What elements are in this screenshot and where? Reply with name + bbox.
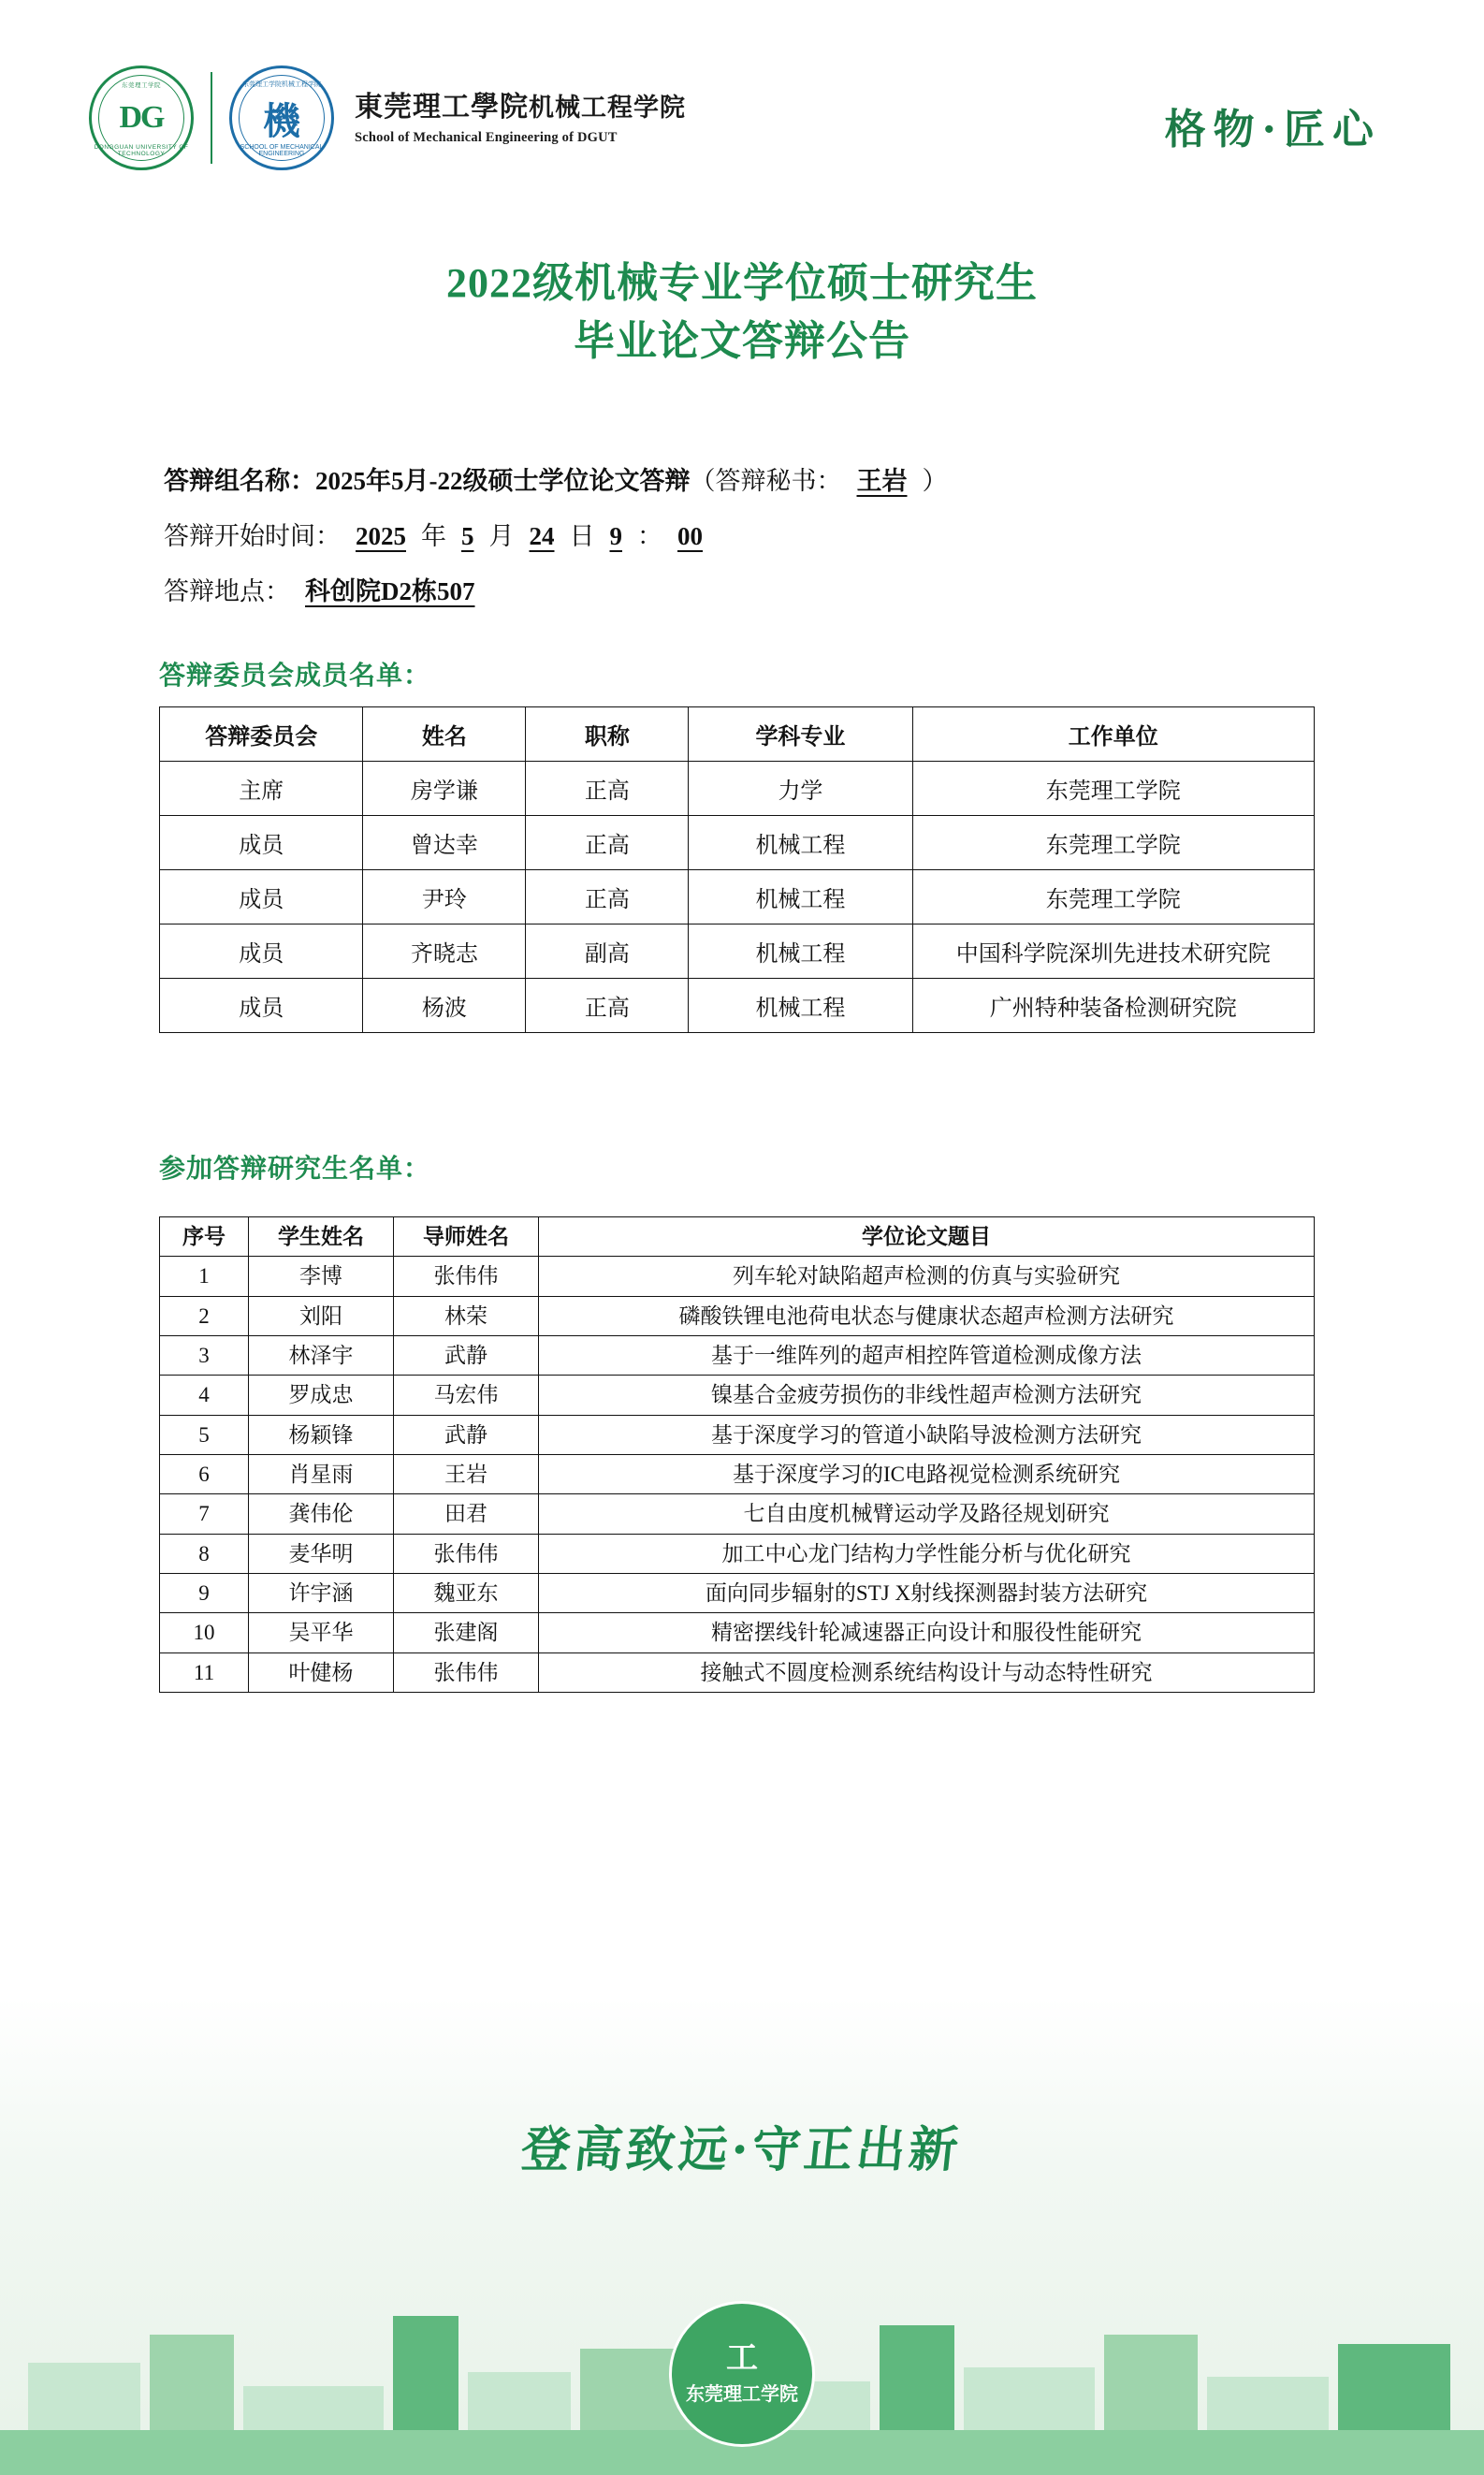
year-unit: 年 xyxy=(421,521,446,550)
students-cell-thesis-title: 基于一维阵列的超声相控阵管道检测成像方法 xyxy=(539,1336,1315,1376)
table-row xyxy=(160,870,1315,924)
month-unit: 月 xyxy=(488,521,515,550)
students-cell-index: 4 xyxy=(160,1376,249,1415)
defense-day-value: 24 xyxy=(529,521,555,550)
students-cell-thesis-title: 面向同步辐射的STJ X射线探测器封装方法研究 xyxy=(539,1574,1315,1613)
committee-cell-title: 副高 xyxy=(526,924,689,979)
committee-table xyxy=(159,706,1315,1033)
table-row xyxy=(160,1257,1315,1296)
table-row xyxy=(160,979,1315,1033)
committee-cell-organization: 东莞理工学院 xyxy=(912,870,1314,924)
defense-group-label: 答辩组名称： xyxy=(164,467,315,495)
students-cell-index: 9 xyxy=(160,1574,249,1613)
logo-arc-bottom-label: DONGGUAN UNIVERSITY OF TECHNOLOGY xyxy=(94,144,189,157)
defense-time-label: 答辩开始时间： xyxy=(164,521,341,550)
students-cell-supervisor-name: 田君 xyxy=(394,1494,539,1534)
students-cell-supervisor-name: 张伟伟 xyxy=(394,1257,539,1296)
page-title xyxy=(0,255,1484,371)
table-row xyxy=(160,1574,1315,1613)
students-cell-student-name: 龚伟伦 xyxy=(249,1494,394,1534)
header-motto: 格物·匠心 xyxy=(1164,106,1381,153)
seal-monogram: 工 xyxy=(726,2340,758,2376)
committee-cell-role: 成员 xyxy=(160,979,363,1033)
students-cell-index: 2 xyxy=(160,1296,249,1335)
students-cell-student-name: 麦华明 xyxy=(249,1534,394,1573)
seal-label: 东莞理工学院 xyxy=(686,2383,798,2405)
students-cell-supervisor-name: 王岩 xyxy=(394,1455,539,1494)
defense-minute-value: 00 xyxy=(677,521,703,550)
school-name-block xyxy=(355,90,686,146)
logo2-arc-top-label: 东莞理工学院机械工程学院 xyxy=(242,81,321,88)
students-cell-thesis-title: 七自由度机械臂运动学及路径规划研究 xyxy=(539,1494,1315,1534)
students-cell-supervisor-name: 张建阁 xyxy=(394,1613,539,1652)
committee-cell-role: 成员 xyxy=(160,816,363,870)
footer-slogan: 登高致远·守正出新 xyxy=(518,2121,965,2178)
defense-place-value: 科创院D2栋507 xyxy=(305,576,475,605)
logo2-monogram: 機 xyxy=(263,99,300,142)
footer-artwork xyxy=(0,1998,1484,2475)
committee-cell-discipline: 机械工程 xyxy=(689,870,912,924)
table-row xyxy=(160,1652,1315,1692)
time-separator: ： xyxy=(637,521,662,550)
committee-cell-title: 正高 xyxy=(526,762,689,816)
students-col-thesis-title: 学位论文题目 xyxy=(539,1217,1315,1257)
students-cell-supervisor-name: 马宏伟 xyxy=(394,1376,539,1415)
students-cell-thesis-title: 接触式不圆度检测系统结构设计与动态特性研究 xyxy=(539,1652,1315,1692)
students-table xyxy=(159,1216,1315,1693)
committee-cell-name: 房学谦 xyxy=(363,762,526,816)
students-cell-thesis-title: 基于深度学习的IC电路视觉检测系统研究 xyxy=(539,1455,1315,1494)
students-cell-index: 11 xyxy=(160,1652,249,1692)
students-cell-supervisor-name: 武静 xyxy=(394,1336,539,1376)
defense-time-row xyxy=(164,509,1333,564)
committee-cell-organization: 中国科学院深圳先进技术研究院 xyxy=(912,924,1314,979)
dgut-university-logo-icon xyxy=(89,66,194,170)
defense-place-row xyxy=(164,564,1333,619)
students-cell-thesis-title: 加工中心龙门结构力学性能分析与优化研究 xyxy=(539,1534,1315,1573)
table-row xyxy=(160,1415,1315,1454)
table-row xyxy=(160,924,1315,979)
logo-monogram: DG xyxy=(119,100,164,135)
committee-cell-discipline: 机械工程 xyxy=(689,816,912,870)
secretary-close-paren: ） xyxy=(922,467,948,495)
page-title-line1: 2022级机械专业学位硕士研究生 xyxy=(446,260,1038,306)
secretary-value: 王岩 xyxy=(856,467,908,495)
students-col-index: 序号 xyxy=(160,1217,249,1257)
school-name-en: School of Mechanical Engineering of DGUT xyxy=(355,129,618,145)
committee-cell-name: 杨波 xyxy=(363,979,526,1033)
students-cell-index: 7 xyxy=(160,1494,249,1534)
table-row xyxy=(160,1336,1315,1376)
table-row xyxy=(160,1494,1315,1534)
logo-divider xyxy=(211,72,212,164)
committee-col-discipline: 学科专业 xyxy=(689,707,912,762)
table-row xyxy=(160,762,1315,816)
committee-cell-organization: 广州特种装备检测研究院 xyxy=(912,979,1314,1033)
students-cell-thesis-title: 镍基合金疲劳损伤的非线性超声检测方法研究 xyxy=(539,1376,1315,1415)
students-cell-thesis-title: 精密摆线针轮减速器正向设计和服役性能研究 xyxy=(539,1613,1315,1652)
committee-cell-role: 成员 xyxy=(160,924,363,979)
students-cell-student-name: 叶健杨 xyxy=(249,1652,394,1692)
day-unit: 日 xyxy=(569,521,595,550)
table-row xyxy=(160,1534,1315,1573)
table-row xyxy=(160,1296,1315,1335)
students-cell-student-name: 刘阳 xyxy=(249,1296,394,1335)
committee-col-title: 职称 xyxy=(526,707,689,762)
committee-cell-name: 曾达幸 xyxy=(363,816,526,870)
committee-cell-title: 正高 xyxy=(526,870,689,924)
committee-cell-organization: 东莞理工学院 xyxy=(912,816,1314,870)
students-col-student-name: 学生姓名 xyxy=(249,1217,394,1257)
school-name-cn-line xyxy=(355,90,686,125)
students-section-heading: 参加答辩研究生名单： xyxy=(159,1155,431,1184)
university-seal-icon xyxy=(669,2301,815,2447)
committee-cell-role: 主席 xyxy=(160,762,363,816)
students-cell-thesis-title: 基于深度学习的管道小缺陷导波检测方法研究 xyxy=(539,1415,1315,1454)
students-cell-student-name: 罗成忠 xyxy=(249,1376,394,1415)
students-cell-index: 1 xyxy=(160,1257,249,1296)
students-cell-supervisor-name: 张伟伟 xyxy=(394,1652,539,1692)
defense-month-value: 5 xyxy=(461,521,474,550)
students-cell-thesis-title: 磷酸铁锂电池荷电状态与健康状态超声检测方法研究 xyxy=(539,1296,1315,1335)
meta-block xyxy=(164,454,1333,619)
students-col-supervisor-name: 导师姓名 xyxy=(394,1217,539,1257)
students-cell-thesis-title: 列车轮对缺陷超声检测的仿真与实验研究 xyxy=(539,1257,1315,1296)
students-cell-student-name: 林泽宇 xyxy=(249,1336,394,1376)
students-cell-student-name: 肖星雨 xyxy=(249,1455,394,1494)
table-row xyxy=(160,816,1315,870)
secretary-label: （答辩秘书： xyxy=(690,467,842,495)
logo-arc-top-label: 东莞理工学院 xyxy=(122,82,161,89)
students-cell-index: 10 xyxy=(160,1613,249,1652)
students-cell-index: 8 xyxy=(160,1534,249,1573)
committee-cell-title: 正高 xyxy=(526,979,689,1033)
page-title-line2: 毕业论文答辩公告 xyxy=(574,318,910,365)
committee-cell-organization: 东莞理工学院 xyxy=(912,762,1314,816)
defense-place-label: 答辩地点： xyxy=(164,576,290,605)
committee-cell-name: 齐晓志 xyxy=(363,924,526,979)
committee-cell-discipline: 机械工程 xyxy=(689,979,912,1033)
table-row xyxy=(160,1613,1315,1652)
committee-section-heading: 答辩委员会成员名单： xyxy=(159,662,431,691)
mechanical-school-logo-icon xyxy=(229,66,334,170)
committee-cell-role: 成员 xyxy=(160,870,363,924)
students-cell-student-name: 吴平华 xyxy=(249,1613,394,1652)
defense-hour-value: 9 xyxy=(609,521,622,550)
defense-group-row xyxy=(164,454,1333,509)
table-row xyxy=(160,1455,1315,1494)
logo-group xyxy=(89,66,686,170)
committee-col-role: 答辩委员会 xyxy=(160,707,363,762)
department-name-cn: 机械工程学院 xyxy=(529,94,686,123)
students-cell-supervisor-name: 魏亚东 xyxy=(394,1574,539,1613)
students-cell-supervisor-name: 武静 xyxy=(394,1415,539,1454)
school-name-cn: 東莞理工學院 xyxy=(355,92,529,124)
committee-col-name: 姓名 xyxy=(363,707,526,762)
students-cell-index: 3 xyxy=(160,1336,249,1376)
students-table-header-row xyxy=(160,1217,1315,1257)
students-cell-index: 6 xyxy=(160,1455,249,1494)
students-cell-supervisor-name: 林荣 xyxy=(394,1296,539,1335)
students-cell-student-name: 许宇涵 xyxy=(249,1574,394,1613)
committee-cell-discipline: 力学 xyxy=(689,762,912,816)
committee-cell-discipline: 机械工程 xyxy=(689,924,912,979)
students-cell-supervisor-name: 张伟伟 xyxy=(394,1534,539,1573)
committee-cell-name: 尹玲 xyxy=(363,870,526,924)
logo2-arc-bottom-label: SCHOOL OF MECHANICAL ENGINEERING xyxy=(240,144,324,157)
table-row xyxy=(160,1376,1315,1415)
committee-col-organization: 工作单位 xyxy=(912,707,1314,762)
defense-group-value: 2025年5月-22级硕士学位论文答辩 xyxy=(315,467,691,495)
students-cell-student-name: 李博 xyxy=(249,1257,394,1296)
defense-year-value: 2025 xyxy=(356,521,406,550)
committee-cell-title: 正高 xyxy=(526,816,689,870)
page-header xyxy=(0,56,1484,187)
students-cell-index: 5 xyxy=(160,1415,249,1454)
students-cell-student-name: 杨颖锋 xyxy=(249,1415,394,1454)
committee-table-header-row xyxy=(160,707,1315,762)
